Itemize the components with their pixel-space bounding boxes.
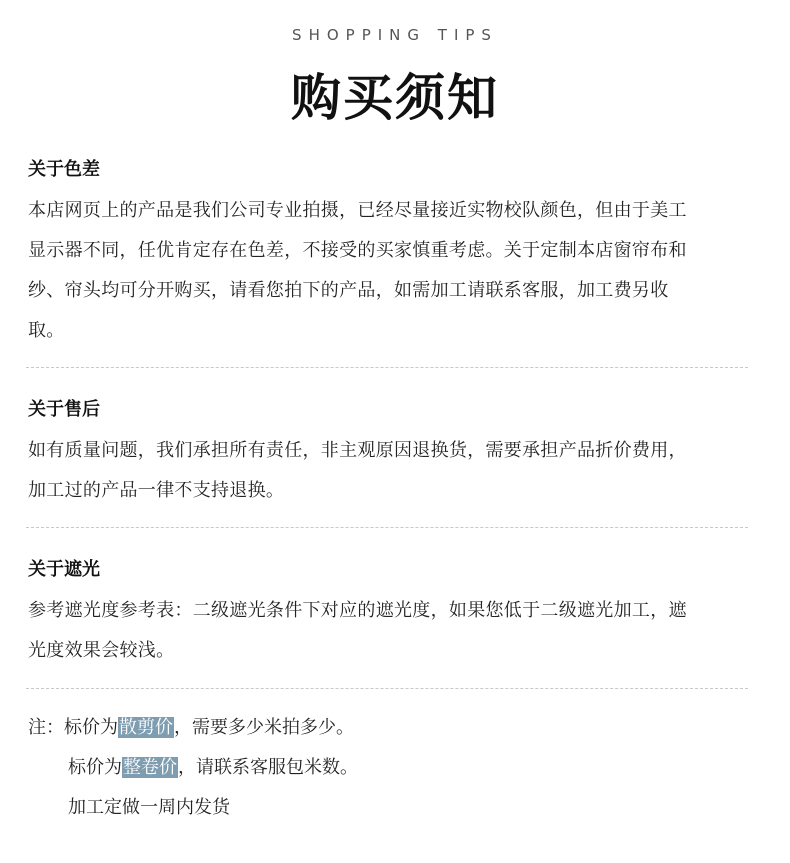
body-line: 取。 [28, 320, 65, 341]
page-subtitle: SHOPPING TIPS [292, 26, 498, 44]
divider [26, 527, 748, 528]
section-color-difference [28, 157, 768, 351]
section-body [28, 431, 768, 511]
section-body [28, 191, 768, 351]
price-type-highlight: 散剪价 [119, 717, 173, 738]
page-title: 购买须知 [291, 69, 499, 127]
note-label: 注： [28, 717, 64, 738]
note-row [28, 788, 768, 828]
note-row [28, 708, 768, 748]
note-prefix: 标价为 [64, 717, 118, 738]
note-prefix: 标价为 [68, 757, 122, 778]
note-block [28, 708, 768, 828]
body-line: 纱、帘头均可分开购买，请看您拍下的产品，如需加工请联系客服，加工费另收 [28, 280, 669, 301]
divider [26, 688, 748, 689]
body-line: 参考遮光度参考表：二级遮光条件下对应的遮光度，如果您低于二级遮光加工，遮 [28, 600, 687, 621]
section-title: 关于色差 [28, 159, 100, 180]
note-suffix: ，请联系客服包米数。 [178, 757, 358, 778]
note-row [28, 748, 768, 788]
note-suffix: ，需要多少米拍多少。 [174, 717, 354, 738]
body-line: 光度效果会较浅。 [28, 640, 175, 661]
note-shipping: 加工定做一周内发货 [68, 797, 230, 818]
section-body [28, 591, 768, 671]
divider [26, 367, 748, 368]
body-line: 如有质量问题，我们承担所有责任，非主观原因退换货，需要承担产品折价费用， [28, 440, 687, 461]
body-line: 显示器不同，任优肯定存在色差，不接受的买家慎重考虑。关于定制本店窗帘布和 [28, 240, 687, 261]
price-type-highlight: 整卷价 [123, 757, 177, 778]
body-line: 加工过的产品一律不支持退换。 [28, 480, 285, 501]
section-after-sales [28, 397, 768, 511]
section-shading [28, 557, 768, 671]
body-line: 本店网页上的产品是我们公司专业拍摄，已经尽量接近实物校队颜色，但由于美工 [28, 200, 687, 221]
section-title: 关于售后 [28, 399, 100, 420]
section-title: 关于遮光 [28, 559, 100, 580]
